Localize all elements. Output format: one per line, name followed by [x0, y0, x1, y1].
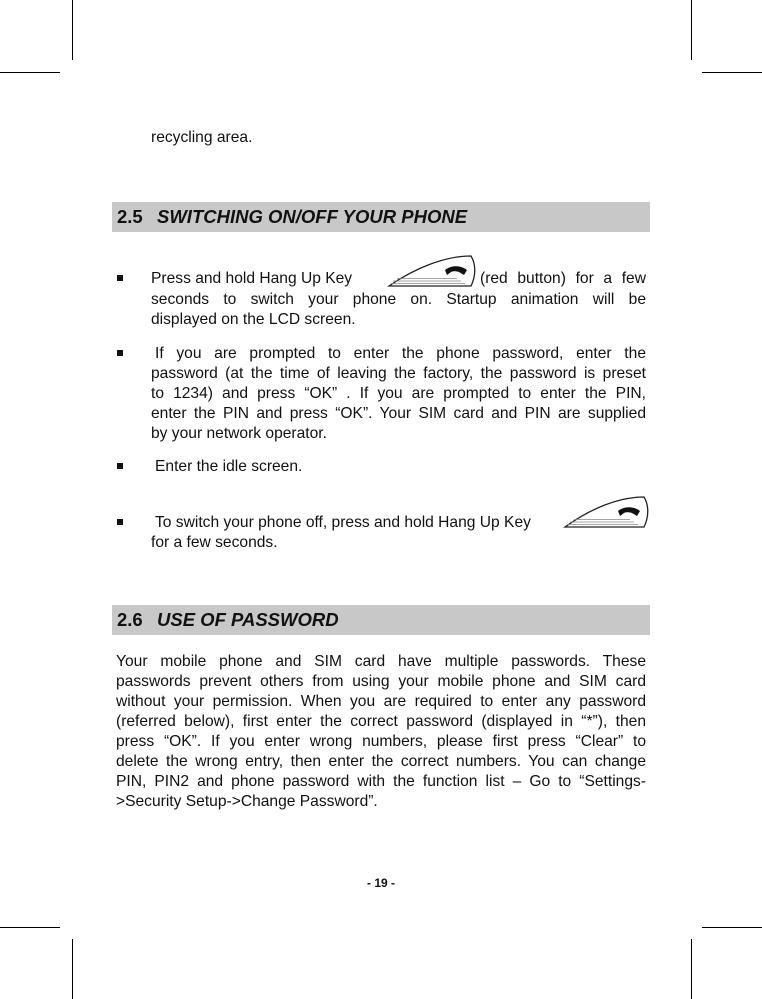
bullet2-line5: by your network operator. — [151, 425, 327, 442]
square-bullet — [117, 275, 123, 281]
bullet1-line2: seconds to switch your phone on. Startup animation will be — [151, 291, 646, 308]
crop-mark — [72, 0, 73, 60]
crop-mark — [72, 939, 73, 999]
crop-mark — [691, 939, 692, 999]
password-line-8: >Security Setup->Change Password”. — [116, 793, 378, 810]
bullet2-line3: to 1234) and press “OK” . If you are prompted to enter the PIN, — [151, 385, 646, 402]
section-heading-password — [112, 605, 650, 635]
bullet1-line3: displayed on the LCD screen. — [151, 311, 356, 328]
crop-mark — [691, 0, 692, 60]
crop-mark — [702, 72, 762, 73]
bullet2-line1: If you are prompted to enter the phone password, enter the — [155, 345, 646, 362]
password-line-5: press “OK”. If you enter wrong numbers, please first press “Clear” to — [116, 733, 646, 750]
crop-mark — [702, 927, 762, 928]
password-line-4: (referred below), first enter the correct password (displayed in “*”), then — [116, 713, 646, 730]
password-line-3: without your permission. When you are required to enter any password — [116, 693, 646, 710]
password-line-6: delete the wrong entry, then enter the correct numbers. You can change — [116, 753, 646, 770]
square-bullet — [117, 350, 123, 356]
bullet3-line1: Enter the idle screen. — [155, 458, 303, 475]
square-bullet — [117, 519, 123, 525]
section-heading-switching — [112, 202, 650, 232]
crop-mark — [0, 72, 60, 73]
section-number: 2.5 — [117, 206, 143, 227]
intro-text: recycling area. — [151, 129, 253, 146]
bullet2-line2: password (at the time of leaving the factory, the password is preset — [151, 365, 646, 382]
crop-mark — [0, 927, 60, 928]
section-title: USE OF PASSWORD — [157, 609, 339, 630]
bullet4-line1: To switch your phone off, press and hold Hang Up Key — [155, 514, 531, 531]
password-line-1: Your mobile phone and SIM card have multiple passwords. These — [116, 653, 646, 670]
password-line-2: passwords prevent others from using your mobile phone and SIM card — [116, 673, 646, 690]
bullet4-line2: for a few seconds. — [151, 534, 278, 551]
section-title: SWITCHING ON/OFF YOUR PHONE — [157, 206, 468, 227]
hang-up-key-icon — [385, 250, 477, 290]
bullet1-line1-end: (red button) for a few — [480, 270, 646, 287]
hang-up-key-icon — [562, 491, 650, 531]
password-line-7: PIN, PIN2 and phone password with the function list – Go to “Settings- — [116, 773, 646, 790]
bullet2-line4: enter the PIN and press “OK”. Your SIM card and PIN are supplied — [151, 405, 646, 422]
bullet1-line1-start: Press and hold Hang Up Key — [151, 270, 353, 287]
square-bullet — [117, 463, 123, 469]
page-number: - 19 - — [366, 876, 395, 890]
section-number: 2.6 — [117, 609, 143, 630]
